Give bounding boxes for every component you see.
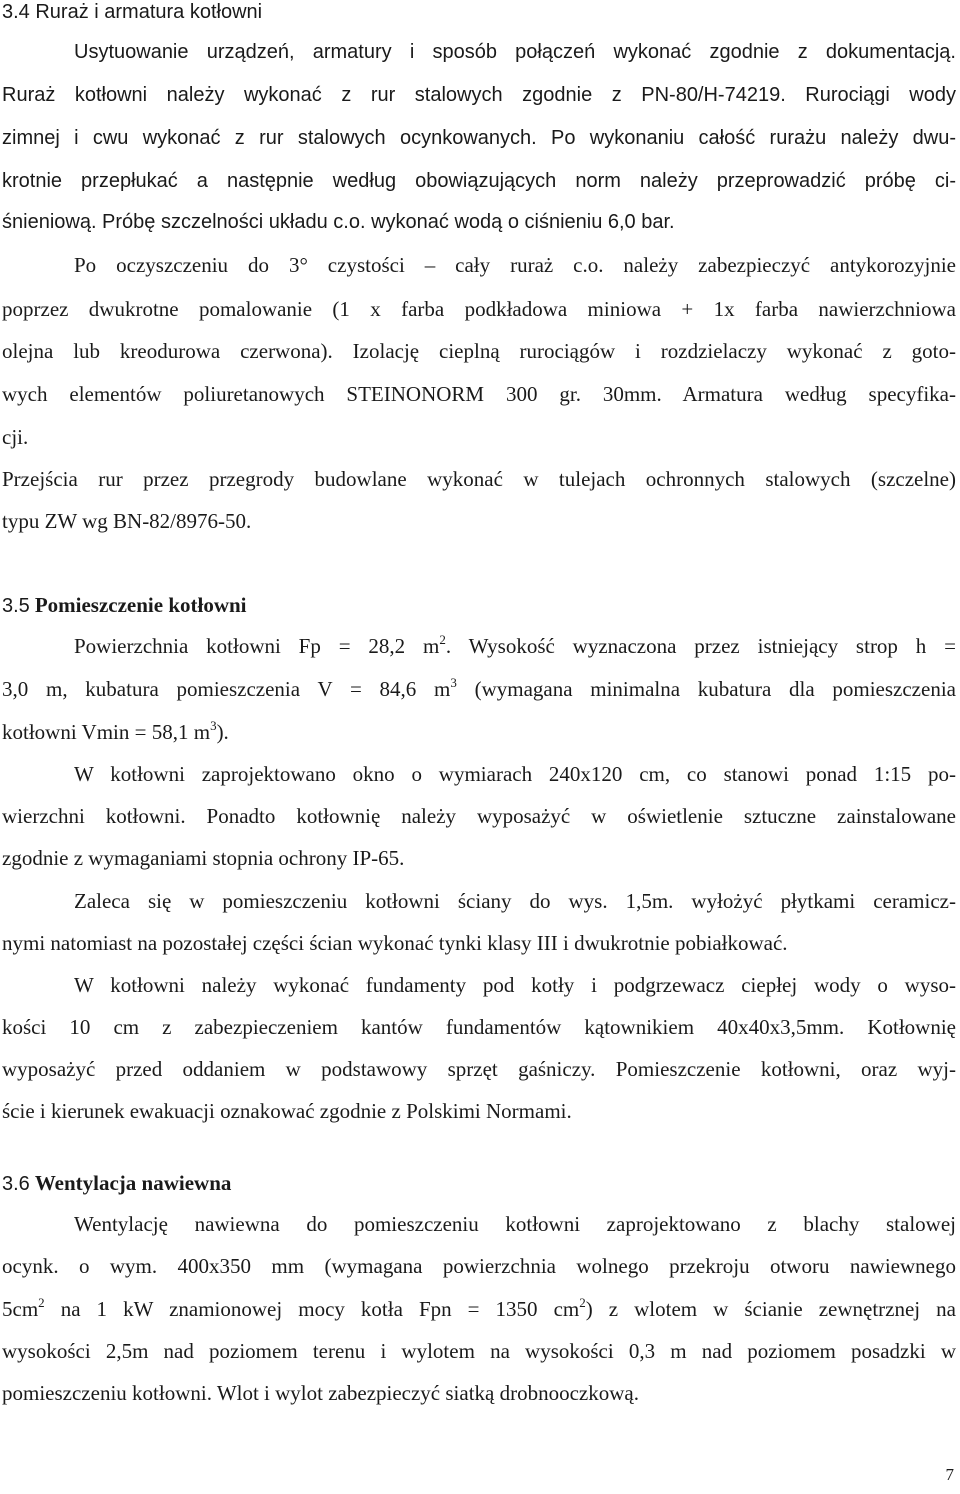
paragraph-line: śnieniową. Próbę szczelności układu c.o. wykonać wodą o ciśnieniu 6,0 bar. <box>2 211 675 233</box>
paragraph-line: pomieszczeniu kotłowni. Wlot i wylot zabezpieczyć siatką drobnooczkową. <box>2 1381 639 1405</box>
paragraph-line: kotłowni Vmin = 58,1 $m^3$). <box>2 718 229 744</box>
section-title: Pomieszczenie kotłowni <box>34 593 247 617</box>
section-heading-3-6 <box>2 1171 956 1196</box>
paragraph-line: Przejścia rur przez przegrody budowlane wykonać w tulejach ochronnych stalowych (szczelne) <box>2 467 956 491</box>
page-number: 7 <box>945 1465 954 1484</box>
paragraph-line: typu ZW wg BN-82/8976-50. <box>2 509 252 533</box>
paragraph-line: Wentylację nawiewna do pomieszczeniu kotłowni zaprojektowano z blachy stalowej <box>74 1212 956 1236</box>
paragraph-line: krotnie przepłukać a następnie według obowiązujących norm należy przeprowadzić próbę ci- <box>2 170 956 192</box>
paragraph-line: olejna lub kreodurowa czerwona). Izolację cieplną rurociągów i rozdzielaczy wykonać z goto- <box>2 339 956 363</box>
paragraph-line: W kotłowni należy wykonać fundamenty pod kotły i podgrzewacz ciepłej wody o wyso- <box>74 973 956 997</box>
paragraph-line: Zaleca się w pomieszczeniu kotłowni ściany do wys. 1,5m. wyłożyć płytkami ceramicz- <box>74 889 956 913</box>
paragraph-line: wyposażyć przed oddaniem w podstawowy sprzęt gaśniczy. Pomieszczenie kotłowni, oraz wyj- <box>2 1057 956 1081</box>
paragraph-line: nymi natomiast na pozostałej części ścian wykonać tynki klasy III i dwukrotnie pobiałkować. <box>2 931 788 955</box>
paragraph-line: W kotłowni zaprojektowano okno o wymiarach 240x120 cm, co stanowi ponad 1:15 po- <box>74 762 956 786</box>
section-number: 3.6 <box>2 1173 30 1195</box>
section-title: Wentylacja nawiewna <box>34 1171 232 1195</box>
section-number: 3.5 <box>2 595 30 617</box>
paragraph-line: kości 10 cm z zabezpieczeniem kantów fundamentów kątownikiem 40x40x3,5mm. Kotłownię <box>2 1015 956 1039</box>
paragraph-line: ście i kierunek ewakuacji oznakować zgodnie z Polskimi Normami. <box>2 1099 572 1123</box>
paragraph-line: Usytuowanie urządzeń, armatury i sposób połączeń wykonać zgodnie z dokumentacją. <box>74 41 956 63</box>
paragraph-line: zimnej i cwu wykonać z rur stalowych ocynkowanych. Po wykonaniu całość rurażu należy dwu- <box>2 127 956 149</box>
paragraph-line: $5cm^2$ na 1 kW znamionowej mocy kotła Fpn = 1350 $cm^2$) z wlotem w ścianie zewnętrznej na <box>2 1295 956 1321</box>
paragraph-line: wierzchni kotłowni. Ponadto kotłownię należy wyposażyć w oświetlenie sztuczne zainstalowane <box>2 804 956 828</box>
paragraph-line: 3,0 m, kubatura pomieszczenia V = 84,6 $m^3$ (wymagana minimalna kubatura dla pomieszczenia <box>2 675 956 701</box>
paragraph-line: wych elementów poliuretanowych STEINONORM 300 gr. 30mm. Armatura według specyfika- <box>2 382 956 406</box>
paragraph-line: zgodnie z wymaganiami stopnia ochrony IP-65. <box>2 846 405 870</box>
paragraph-line: ocynk. o wym. 400x350 mm (wymagana powierzchnia wolnego przekroju otworu nawiewnego <box>2 1254 956 1278</box>
paragraph-line: Po oczyszczeniu do 3° czystości – cały rurаż c.o. należy zabezpieczyć antykorozyjnie <box>74 253 956 277</box>
section-heading-3-4: 3.4 Rurаż i armatura kotłowni <box>2 1 263 23</box>
paragraph-line: Rurаż kotłowni należy wykonać z rur stalowych zgodnie z PN-80/H-74219. Rurociągi wody <box>2 84 956 106</box>
paragraph-line: cji. <box>2 425 29 449</box>
section-heading-3-5 <box>2 593 956 618</box>
paragraph-line: Powierzchnia kotłowni Fp = 28,2 $m^2$. Wysokość wyznaczona przez istniejący strop h = <box>74 632 956 658</box>
paragraph-line: wysokości 2,5m nad poziomem terenu i wylotem na wysokości 0,3 m nad poziomem posadzki w <box>2 1339 956 1363</box>
paragraph-line: poprzez dwukrotne pomalowanie (1 x farba podkładowa miniowa + 1x farba nawierzchniowa <box>2 297 956 321</box>
